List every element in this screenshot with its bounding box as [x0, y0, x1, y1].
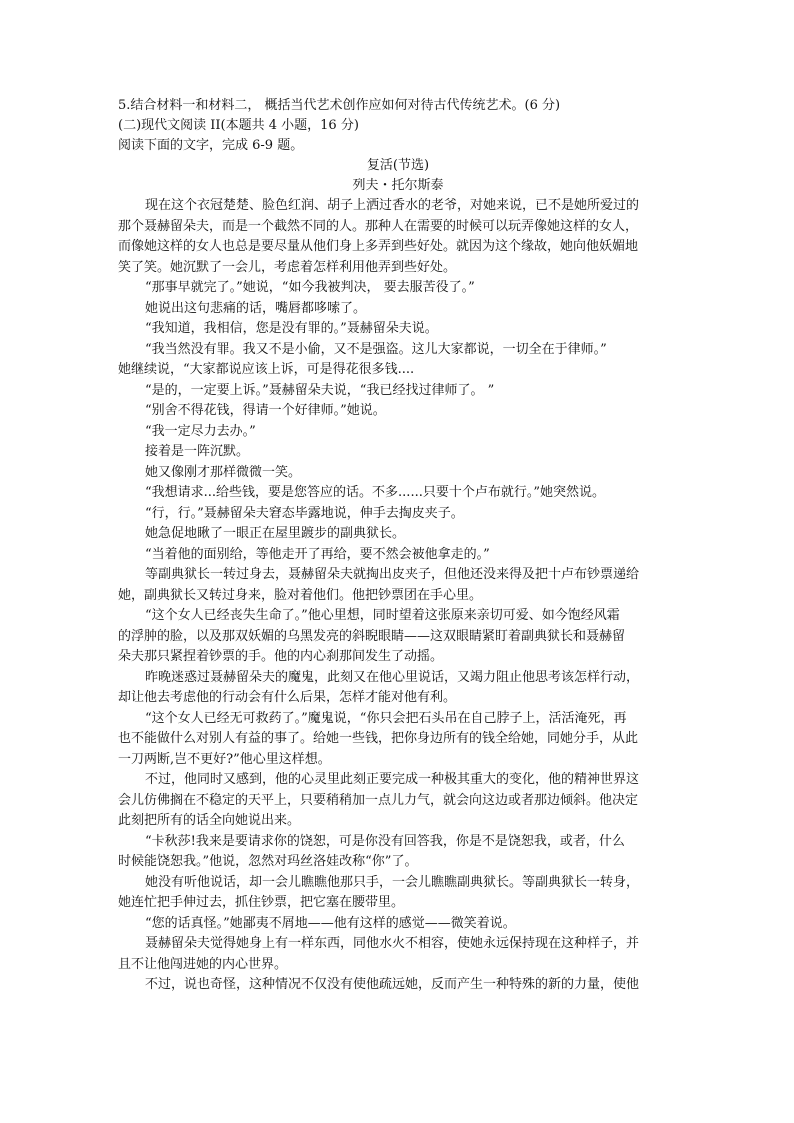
- text-line: 接着是一阵沉默。: [145, 444, 250, 459]
- text-line: 昨晚迷惑过聂赫留朵夫的魔鬼，此刻又在他心里说话，又竭力阻止他思考该怎样行动，: [145, 669, 640, 685]
- text-line: 不过，说也奇怪，这种情况不仅没有使他疏远她，反而产生一种特殊的新的力量，使他: [145, 977, 640, 992]
- text-line: 那个聂赫留朵夫，而是一个截然不同的人。那种人在需要的时候可以玩弄像她这样的女人，: [118, 218, 639, 234]
- text-line: “这个女人已经无可救药了。”魔鬼说，“你只会把石头吊在自己脖子上，活活淹死，再: [145, 710, 627, 726]
- text-line: 她连忙把手伸过去，抓住钞票，把它塞在腰带里。: [118, 895, 405, 910]
- text-line: “我当然没有罪。我又不是小偷，又不是强盗。这儿大家都说，一切全在于律师。”: [145, 341, 607, 357]
- question-5: 5.结合材料一和材料二， 概括当代艺术创作应如何对待古代传统艺术。(6 分): [118, 98, 561, 113]
- text-line: 却让他去考虑他的行动会有什么后果，怎样才能对他有利。: [118, 690, 457, 705]
- text-line: 且不让他闯进她的内心世界。: [118, 956, 288, 972]
- text-line: “是的，一定要上诉。”聂赫留朵夫说，“我已经找过律师了。 ”: [145, 382, 495, 398]
- article-body: [118, 196, 678, 996]
- text-line: “我想请求...给些钱，要是您答应的话。不多......只要十个卢布就行。”她突然说。: [145, 485, 605, 500]
- text-line: “我知道，我相信，您是没有罪的。”聂赫留朵夫说。: [145, 321, 438, 336]
- text-line: 等副典狱长一转过身去，聂赫留朵夫就掏出皮夹子，但他还没来得及把十卢布钞票递给: [145, 567, 640, 582]
- text-line: “行，行。”聂赫留朵夫窘态毕露地说，伸手去掏皮夹子。: [145, 505, 464, 521]
- text-line: 笑了笑。她沉默了一会儿，考虑着怎样利用他弄到些好处。: [118, 259, 457, 275]
- text-line: 的浮肿的脸，以及那双妖媚的乌黑发亮的斜睨眼睛——这双眼睛紧盯着副典狱长和聂赫留: [118, 628, 626, 644]
- text-line: “您的话真怪。”她鄙夷不屑地——他有这样的感觉——微笑着说。: [145, 915, 516, 931]
- text-line: 现在这个衣冠楚楚、脸色红润、胡子上洒过香水的老爷，对她来说，已不是她所爱过的: [145, 198, 640, 213]
- text-line: 她说出这句悲痛的话，嘴唇都哆嗦了。: [145, 300, 367, 316]
- text-line: “别舍不得花钱，得请一个好律师。”她说。: [145, 403, 386, 418]
- text-line: 聂赫留朵夫觉得她身上有一样东西，同他水火不相容，使她永远保持现在这种样子，并: [145, 936, 640, 951]
- text-line: 也不能做什么对别人有益的事了。给她一些钱，把你身边所有的钱全给她，同她分手，从此: [118, 731, 639, 746]
- text-line: 此刻把所有的话全向她说出来。: [118, 813, 301, 828]
- text-line: 她急促地瞅了一眼正在屋里踱步的副典狱长。: [145, 526, 406, 541]
- reading-instruction: 阅读下面的文字，完成 6-9 题。: [118, 138, 304, 153]
- text-line: 朵夫那只紧捏着钞票的手。他的内心刹那间发生了动摇。: [118, 649, 444, 664]
- section-heading: (二)现代文阅读 II(本题共 4 小题，16 分): [118, 118, 359, 133]
- text-line: 她继续说，“大家都说应该上诉，可是得花很多钱....: [118, 362, 415, 377]
- text-line: “卡秋莎!我来是要请求你的饶恕，可是你没有回答我，你是不是饶恕我，或者，什么: [145, 833, 625, 849]
- text-line: 她，副典狱长又转过身来，脸对着他们。他把钞票团在手心里。: [118, 587, 483, 603]
- text-line: “当着他的面别给，等他走开了再给，要不然会被他拿走的。”: [145, 546, 490, 562]
- text-line: “那事早就完了。”她说，“如今我被判决， 要去服苦役了。”: [145, 280, 475, 295]
- text-line: “我一定尽力去办。”: [145, 423, 256, 439]
- text-line: 她又像刚才那样微微一笑。: [145, 464, 302, 480]
- text-line: 而像她这样的女人也总是要尽量从他们身上多弄到些好处。就因为这个缘故，她向他妖媚地: [118, 239, 639, 254]
- text-line: 不过，他同时又感到，他的心灵里此刻正要完成一种极其重大的变化，他的精神世界这: [145, 772, 640, 787]
- text-line: 她没有听他说话，却一会儿瞧瞧他那只手，一会儿瞧瞧副典狱长。等副典狱长一转身，: [145, 874, 640, 890]
- text-line: 时候能饶恕我。”他说，忽然对玛丝洛娃改称“你”了。: [118, 854, 418, 869]
- text-line: “这个女人已经丧失生命了。”他心里想，同时望着这张原来亲切可爱、如今饱经风霜: [145, 608, 620, 623]
- text-line: 会儿仿佛搁在不稳定的天平上，只要稍稍加一点儿力气，就会向这边或者那边倾斜。他决定: [118, 792, 639, 808]
- article-title: 复活(节选): [366, 158, 430, 173]
- text-line: 一刀两断,岂不更好?”他心里这样想。: [118, 751, 331, 767]
- document-page: [118, 96, 678, 996]
- article-author: 列夫・托尔斯泰: [352, 178, 444, 193]
